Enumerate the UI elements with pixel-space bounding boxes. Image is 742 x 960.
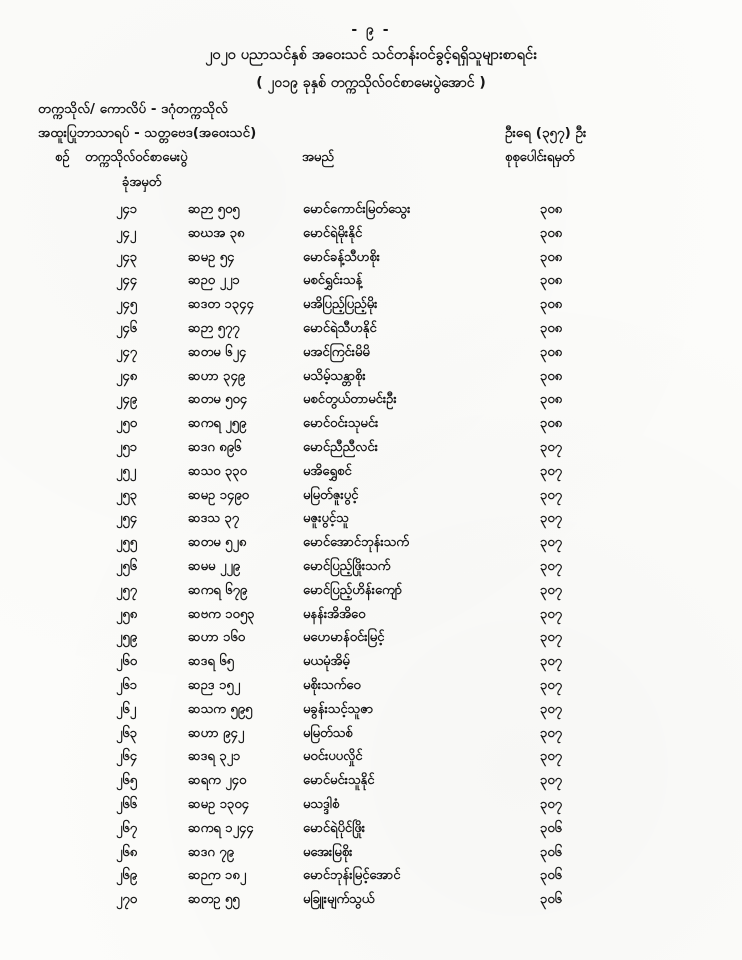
cell-exam-roll-number: ဆဒတ ၁၃၄၄ [188,297,254,313]
table-row [0,389,742,413]
cell-serial-number: ၂၅၈ [116,606,138,622]
cell-student-name: မအိပြည့်ပြည့်မိုး [303,297,378,313]
cell-exam-roll-number: ဆမဥ ၁၃၀၄ [188,796,249,812]
cell-exam-roll-number: ဆဗက ၁၀၅၃ [188,606,255,622]
cell-total-marks: ၃၀၇ [540,630,562,646]
cell-serial-number: ၂၄၂ [116,225,137,241]
cell-exam-roll-number: ဆဟာ ၃၄၉ [188,368,246,384]
table-row [0,199,742,223]
table-row [0,675,742,699]
cell-total-marks: ၃၀၇ [540,725,562,741]
cell-exam-roll-number: ဆဃအ ၃၈ [188,225,245,241]
document-title: ၂၀၂၀ ပညာသင်နှစ် အဝေးသင် သင်တန်းဝင်ခွင့်ရရှိသူများစာရင်း [205,47,537,63]
cell-student-name: မောင်ရဲမိုးနိုင် [303,225,363,241]
cell-total-marks: ၃၀၆ [540,892,562,908]
cell-student-name: မနန်းအိအိဝေ [303,606,366,622]
cell-total-marks: ၃၀၇ [540,439,562,455]
cell-student-name: မောင်ရဲပိုင်ဖြိုး [303,820,366,836]
cell-total-marks: ၃၀၇ [540,463,562,479]
cell-total-marks: ၃၀၇ [540,535,562,551]
cell-serial-number: ၂၅၃ [116,487,138,503]
cell-total-marks: ၃၀၆ [540,868,562,884]
cell-total-marks: ၃၀၆ [540,820,562,836]
cell-total-marks: ၃၀၇ [540,558,562,574]
table-row [0,532,742,556]
table-row [0,223,742,247]
cell-exam-roll-number: ဆဒသ ၃၇ [188,511,240,527]
cell-serial-number: ၂၆၅ [116,773,138,789]
cell-exam-roll-number: ဆဉဝ ၂၂၁ [188,273,240,289]
cell-student-name: မစိုးသက်ဝေ [303,677,361,693]
cell-total-marks: ၃၀၇ [540,701,562,717]
cell-total-marks: ၃၀၈ [540,225,563,241]
cell-student-name: မောင်ပြည့်ဟိန်းကျော် [303,582,403,598]
cell-serial-number: ၂၅၀ [116,416,138,432]
cell-serial-number: ၂၆၉ [116,868,138,884]
cell-student-name: မခွန်းသင့်သူဇာ [303,701,374,717]
cell-student-name: မသဒ္ဒါစံ [303,796,340,812]
cell-exam-roll-number: ဆဉက ၁၈၂ [188,868,247,884]
cell-serial-number: ၂၄၉ [116,392,138,408]
table-row [0,508,742,532]
table-row [0,627,742,651]
cell-student-name: မောင်ဘုန်းမြင့်အောင် [303,868,401,884]
table-row [0,318,742,342]
table-row [0,461,742,485]
cell-exam-roll-number: ဆဟာ ၉၄၂ [188,725,245,741]
cell-total-marks: ၃၀၇ [540,796,562,812]
cell-student-name: မအေးမြစိုး [303,844,353,860]
table-row [0,437,742,461]
cell-total-marks: ၃၀၇ [540,677,562,693]
cell-total-marks: ၃၀၇ [540,511,562,527]
cell-exam-roll-number: ဆဉဒ ၁၅၂ [188,677,241,693]
column-header-name: အမည် [302,150,334,165]
cell-student-name: မမြတ်ဇူးပွင့် [303,487,359,503]
cell-serial-number: ၂၅၂ [116,463,137,479]
table-row [0,556,742,580]
cell-exam-roll-number: ဆမမ ၂၂၉ [188,558,241,574]
cell-serial-number: ၂၅၉ [116,630,138,646]
cell-total-marks: ၃၀၈ [540,249,563,265]
results-table [0,199,742,913]
cell-student-name: မောင်ညီညီလင်း [303,439,378,455]
table-row [0,294,742,318]
cell-total-marks: ၃၀၈ [540,320,563,336]
cell-student-name: မောင်ဝင်းသုမင်း [303,416,379,432]
cell-total-marks: ၃၀၈ [540,344,563,360]
cell-student-name: မောင်ပြည့်ဖြိုးသက် [303,558,391,574]
table-row [0,889,742,913]
cell-serial-number: ၂၆၂ [116,701,137,717]
cell-exam-roll-number: ဆတမ ၅၂၈ [188,535,247,551]
table-row [0,770,742,794]
cell-student-name: မအင်ကြင်းမိမိ [303,344,370,360]
cell-serial-number: ၂၄၅ [116,297,138,313]
cell-serial-number: ၂၆၀ [116,654,138,670]
table-row [0,366,742,390]
cell-serial-number: ၂၄၁ [116,202,138,217]
document-subtitle: ( ၂၀၁၉ ခုနှစ် တက္ကသိုလ်ဝင်စာမေးပွဲအောင် ) [256,75,486,91]
cell-exam-roll-number: ဆကရ ၆၇၉ [188,582,248,598]
cell-student-name: မခြူးမျက်သွယ် [303,892,375,908]
cell-exam-roll-number: ဆဉာ ၅၀၅ [188,202,240,217]
cell-serial-number: ၂၄၇ [116,344,138,360]
cell-total-marks: ၃၀၇ [540,606,562,622]
table-row [0,247,742,271]
column-header-total-marks: စုစုပေါင်းရမှတ် [505,150,575,165]
table-row [0,794,742,818]
cell-serial-number: ၂၇၀ [116,892,138,908]
table-row [0,485,742,509]
table-row [0,865,742,889]
table-row [0,580,742,604]
cell-exam-roll-number: ဆသက ၅၉၅ [188,701,253,717]
cell-student-name: မောင်မင်းသူနိုင် [303,773,375,789]
cell-student-name: မောင်ရဲသီဟနိုင် [303,320,377,336]
cell-exam-roll-number: ဆမဥ ၅၄ [188,249,235,265]
table-row [0,699,742,723]
cell-student-name: မစင်ရွှင်းသန့် [303,273,363,289]
cell-total-marks: ၃၀၇ [540,773,562,789]
cell-exam-roll-number: ဆရက ၂၄၀ [188,773,247,789]
cell-total-marks: ၃၀၆ [540,844,562,860]
cell-total-marks: ၃၀၇ [540,654,562,670]
table-row [0,818,742,842]
cell-serial-number: ၂၅၇ [116,582,138,598]
cell-serial-number: ၂၄၈ [116,368,138,384]
cell-exam-roll-number: ဆဒရ ၃၂၁ [188,749,241,765]
cell-serial-number: ၂၅၄ [116,511,138,527]
table-row [0,723,742,747]
cell-exam-roll-number: ဆဒရ ၆၅ [188,654,234,670]
cell-exam-roll-number: ဆတမ ၅၀၄ [188,392,248,408]
cell-exam-roll-number: ဆတဥ ၅၅ [188,892,240,908]
cell-student-name: မောင်ခန့်သီဟစိုး [303,249,380,265]
table-row [0,342,742,366]
cell-student-name: မဟေမာန်ဝင်းမြင့် [303,630,385,646]
cell-student-name: မမြတ်သစ် [303,725,353,741]
cell-student-name: မယမုံအိမ့် [303,654,350,670]
cell-serial-number: ၂၆၄ [116,749,138,765]
table-row [0,604,742,628]
cell-exam-roll-number: ဆဒဂ ၇၉ [188,844,234,860]
cell-exam-roll-number: ဆသဝ ၃၃၀ [188,463,247,479]
cell-total-marks: ၃၀၇ [540,487,562,503]
cell-serial-number: ၂၆၇ [116,820,138,836]
column-header-roll-line1: တက္ကသိုလ်ဝင်စာမေးပွဲ [85,150,188,165]
cell-total-marks: ၃၀၈ [540,368,563,384]
cell-total-marks: ၃၀၇ [540,582,562,598]
university-line: တက္ကသိုလ်/ ကောလိပ် - ဒဂုံတက္ကသိုလ် [38,101,228,117]
cell-total-marks: ၃၀၈ [540,297,563,313]
specialization-line: အထူးပြုဘာသာရပ် - သတ္တဗေဒ(အဝေးသင်) [38,125,257,141]
cell-exam-roll-number: ဆမဥ ၁၄၉၀ [188,487,249,503]
cell-serial-number: ၂၅၅ [116,535,138,551]
table-row [0,746,742,770]
cell-total-marks: ၃၀၈ [540,416,563,432]
cell-serial-number: ၂၄၄ [116,273,138,289]
cell-serial-number: ၂၆၃ [116,725,138,741]
cell-serial-number: ၂၆၆ [116,796,138,812]
column-header-roll-line2: ခုံအမှတ် [122,175,162,190]
cell-total-marks: ၃၀၇ [540,749,562,765]
page-number: - ၉ - [351,22,391,38]
cell-serial-number: ၂၄၆ [116,320,138,336]
cell-exam-roll-number: ဆဉာ ၅၇၇ [188,320,240,336]
headcount-label: ဦးရေ (၃၅၇) ဦး [505,125,587,141]
table-row [0,413,742,437]
cell-exam-roll-number: ဆကရ ၂၅၉ [188,416,247,432]
cell-serial-number: ၂၆၁ [116,677,138,693]
cell-exam-roll-number: ဆကရ ၁၂၄၄ [188,820,254,836]
cell-total-marks: ၃၀၈ [540,392,563,408]
cell-serial-number: ၂၅၆ [116,558,138,574]
cell-student-name: မဇူးပွင့်သူ [303,511,349,527]
cell-total-marks: ၃၀၈ [540,273,563,289]
column-header-serial: စဉ် [55,150,70,165]
cell-serial-number: ၂၆၈ [116,844,138,860]
cell-student-name: မောင်အောင်ဘုန်းသက် [303,535,409,551]
cell-student-name: မသိမ့်သန္တာစိုး [303,368,366,384]
cell-serial-number: ၂၅၁ [116,439,138,455]
table-row [0,842,742,866]
cell-total-marks: ၃၀၈ [540,202,563,217]
table-row [0,270,742,294]
cell-student-name: မောင်ကောင်းမြတ်သွေး [303,202,411,217]
cell-exam-roll-number: ဆတမ ၆၂၄ [188,344,247,360]
cell-exam-roll-number: ဆဟာ ၁၆၀ [188,630,246,646]
cell-serial-number: ၂၄၃ [116,249,138,265]
table-row [0,651,742,675]
cell-student-name: မဝင်းပပလှိုင် [303,749,363,765]
cell-student-name: မစင်တွယ်တာမင်းဦး [303,392,397,408]
cell-exam-roll-number: ဆဒဂ ၈၉၆ [188,439,242,455]
cell-student-name: မအိရွှေစင် [303,463,352,479]
